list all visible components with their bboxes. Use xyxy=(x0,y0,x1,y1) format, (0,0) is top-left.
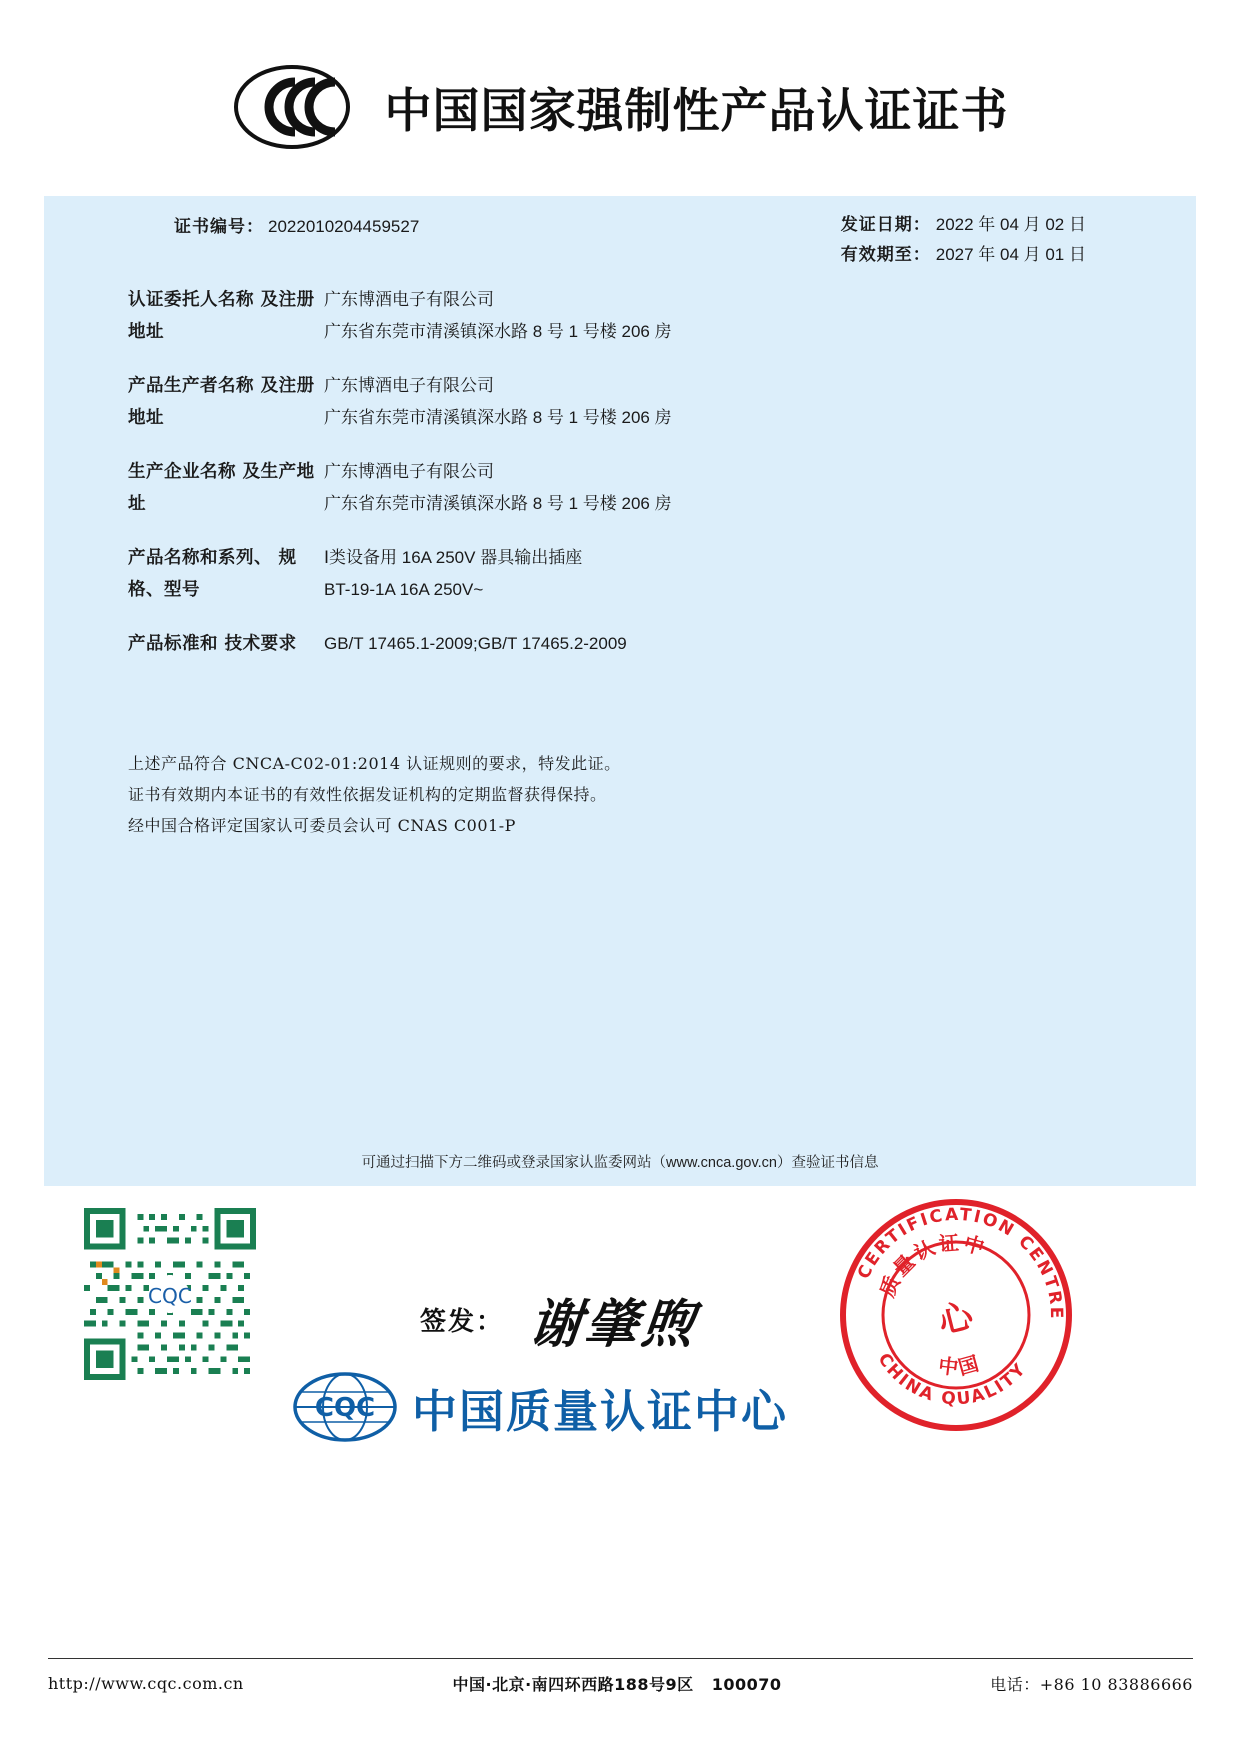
field-factory xyxy=(128,456,1128,520)
field-value xyxy=(324,284,1128,348)
footer-phone: 电话：+86 10 83886666 xyxy=(990,1675,1193,1694)
field-value-line1: 广东博酒电子有限公司 xyxy=(324,290,494,309)
issue-date-value: 2022 年 04 月 02 日 xyxy=(935,215,1086,234)
footer-address: 中国·北京·南四环西路188号9区 xyxy=(452,1675,694,1694)
valid-until-label: 有效期至： xyxy=(840,245,931,265)
field-label-line2: 及注册地址 xyxy=(128,376,315,428)
field-label xyxy=(128,542,324,606)
field-value xyxy=(324,628,1128,660)
note-line-1: 上述产品符合 CNCA-C02-01:2014 认证规则的要求，特发此证。 xyxy=(128,754,621,773)
svg-text:质量认证中: 质量认证中 xyxy=(874,1230,990,1301)
svg-text:中国: 中国 xyxy=(937,1350,985,1380)
field-label-line1: 认证委托人名称 xyxy=(128,290,254,310)
svg-text:CQC: CQC xyxy=(314,1393,376,1423)
field-product-name-model xyxy=(128,542,1128,606)
official-seal-stamp xyxy=(831,1190,1081,1440)
valid-until-value: 2027 年 04 月 01 日 xyxy=(935,245,1086,264)
signature-label: 签发： xyxy=(420,1307,505,1337)
issue-date-label: 发证日期： xyxy=(840,215,931,235)
field-label-line2: 技术要求 xyxy=(224,634,297,654)
field-label-line1: 产品生产者名称 xyxy=(128,376,254,396)
field-label-line1: 生产企业名称 xyxy=(128,462,236,482)
field-value-line1: 广东博酒电子有限公司 xyxy=(324,376,494,395)
field-value xyxy=(324,456,1128,520)
verify-instruction: 可通过扫描下方二维码或登录国家认监委网站（www.cnca.gov.cn）查验证书信息 xyxy=(361,1155,879,1171)
footer-website[interactable]: http://www.cqc.com.cn xyxy=(48,1674,244,1693)
certificate-number-value: 2022010204459527 xyxy=(268,217,420,236)
signature-name: 谢肇煦 xyxy=(526,1294,701,1355)
certificate-fields xyxy=(128,284,1128,682)
valid-until-row xyxy=(841,240,1086,270)
field-label xyxy=(128,284,324,348)
svg-text:CERTIFICATION CENTRE: CERTIFICATION CENTRE xyxy=(853,1204,1067,1321)
note-line-2: 证书有效期内本证书的有效性依据发证机构的定期监督获得保持。 xyxy=(128,785,607,804)
field-value-line2: 广东省东莞市清溪镇深水路 8 号 1 号楼 206 房 xyxy=(324,408,672,427)
note-line-3: 经中国合格评定国家认可委员会认可 CNAS C001-P xyxy=(128,816,516,835)
field-value-line2: 广东省东莞市清溪镇深水路 8 号 1 号楼 206 房 xyxy=(324,322,672,341)
certificate-number xyxy=(174,212,419,237)
cqc-name: 中国质量认证中心 xyxy=(412,1384,789,1438)
signature-area xyxy=(420,1282,701,1357)
cqc-issuer xyxy=(290,1370,788,1444)
field-label xyxy=(128,370,324,434)
field-value-line2: 广东省东莞市清溪镇深水路 8 号 1 号楼 206 房 xyxy=(324,494,672,513)
field-label-line1: 产品名称和系列、 xyxy=(128,548,272,568)
field-standards xyxy=(128,628,1128,660)
page-title: 中国国家强制性产品认证证书 xyxy=(384,83,1009,139)
qr-code-icon[interactable] xyxy=(84,1208,256,1380)
field-value-line1: Ⅰ类设备用 16A 250V 器具输出插座 xyxy=(324,548,583,567)
field-value xyxy=(324,542,1128,606)
field-label-line2: 规格、型号 xyxy=(128,548,297,600)
cqc-logo-icon xyxy=(290,1370,400,1444)
page-footer xyxy=(48,1672,1193,1695)
field-label-line1: 产品标准和 xyxy=(128,634,218,654)
svg-text:心: 心 xyxy=(934,1295,978,1343)
certificate-footer-area xyxy=(0,1190,1241,1630)
field-value-line1: GB/T 17465.1-2009;GB/T 17465.2-2009 xyxy=(324,634,627,653)
field-applicant xyxy=(128,284,1128,348)
certificate-header xyxy=(0,52,1241,162)
field-label-line2: 及生产地址 xyxy=(128,462,315,514)
issue-date-row xyxy=(841,210,1086,240)
certificate-number-label: 证书编号： xyxy=(174,217,264,237)
field-manufacturer xyxy=(128,370,1128,434)
footer-address-block xyxy=(452,1672,781,1695)
svg-text:CHINA QUALITY: CHINA QUALITY xyxy=(873,1349,1031,1410)
field-value-line2: BT-19-1A 16A 250V~ xyxy=(324,580,484,599)
certificate-notes xyxy=(128,748,1078,841)
footer-zip: 100070 xyxy=(711,1675,782,1694)
certificate-body-panel xyxy=(44,196,1196,1186)
svg-text:CQC: CQC xyxy=(147,1283,193,1308)
footer-divider xyxy=(48,1658,1193,1659)
field-label-line2: 及注册地址 xyxy=(128,290,315,342)
field-label xyxy=(128,628,324,660)
field-value xyxy=(324,370,1128,434)
ccc-logo-icon xyxy=(233,64,351,150)
certificate-dates xyxy=(841,210,1086,270)
field-value-line1: 广东博酒电子有限公司 xyxy=(324,462,494,481)
field-label xyxy=(128,456,324,520)
